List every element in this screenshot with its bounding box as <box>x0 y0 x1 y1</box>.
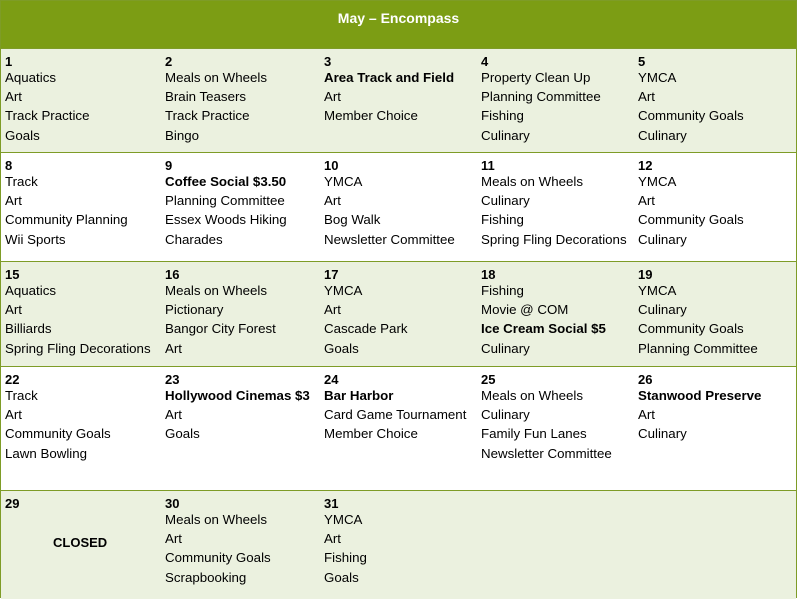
activity-item: Culinary <box>481 407 530 422</box>
day-cell <box>324 367 481 490</box>
activity-item: Aquatics <box>5 70 56 85</box>
activity-item: Lawn Bowling <box>5 446 88 461</box>
day-number: 3 <box>324 54 332 69</box>
activity-item: Art <box>5 89 22 104</box>
day-cell <box>165 491 324 599</box>
activity-item: Community Goals <box>638 108 744 123</box>
day-cell <box>481 49 638 152</box>
activity-item: Community Goals <box>638 321 744 336</box>
day-number: 8 <box>5 158 13 173</box>
week-row <box>1 152 796 261</box>
activity-item: Culinary <box>638 128 687 143</box>
activity-item: Art <box>165 407 182 422</box>
activity-item: Fishing <box>481 108 524 123</box>
activity-item: YMCA <box>638 283 677 298</box>
day-cell <box>5 491 165 599</box>
activity-item: YMCA <box>324 174 363 189</box>
day-number: 9 <box>165 158 173 173</box>
day-cell <box>638 491 798 599</box>
week-row <box>1 490 796 599</box>
activity-item: Fishing <box>481 212 524 227</box>
activity-item: Meals on Wheels <box>481 174 583 189</box>
activity-item: Community Goals <box>638 212 744 227</box>
day-number: 18 <box>481 267 496 282</box>
day-cell <box>5 262 165 366</box>
day-number: 25 <box>481 372 496 387</box>
activity-item: Culinary <box>638 232 687 247</box>
activity-item: Stanwood Preserve <box>638 388 762 403</box>
activity-item: Art <box>5 407 22 422</box>
day-number: 29 <box>5 496 20 511</box>
activity-item: Art <box>638 89 655 104</box>
activity-item: YMCA <box>638 174 677 189</box>
activity-item: Art <box>324 531 341 546</box>
activity-item: Card Game Tournament <box>324 407 467 422</box>
day-cell <box>481 491 638 599</box>
activity-item: Art <box>165 531 182 546</box>
activity-item: Track <box>5 388 38 403</box>
activity-item: Hollywood Cinemas $3 <box>165 388 310 403</box>
activity-item: Ice Cream Social $5 <box>481 321 606 336</box>
activity-item: Bingo <box>165 128 200 143</box>
day-cell <box>165 153 324 261</box>
activity-item: Culinary <box>481 128 530 143</box>
activity-item: Goals <box>165 426 200 441</box>
activity-item: Bangor City Forest <box>165 321 276 336</box>
day-number: 19 <box>638 267 653 282</box>
activity-item: Spring Fling Decorations <box>5 341 151 356</box>
activity-item: Meals on Wheels <box>165 70 267 85</box>
activity-item: Art <box>638 193 655 208</box>
activity-item: Art <box>638 407 655 422</box>
day-number: 1 <box>5 54 13 69</box>
day-number: 16 <box>165 267 180 282</box>
calendar-title: May – Encompass <box>337 10 460 26</box>
day-number: 10 <box>324 158 339 173</box>
title-bar <box>1 1 796 48</box>
activity-item: Family Fun Lanes <box>481 426 587 441</box>
day-cell <box>481 367 638 490</box>
day-cell <box>481 153 638 261</box>
day-cell <box>5 367 165 490</box>
day-number: 22 <box>5 372 20 387</box>
day-cell <box>324 491 481 599</box>
day-number: 17 <box>324 267 339 282</box>
activity-item: Charades <box>165 232 223 247</box>
activity-item: Track <box>5 174 38 189</box>
day-number: 5 <box>638 54 646 69</box>
activity-item: Art <box>165 341 182 356</box>
day-cell <box>638 153 798 261</box>
day-number: 26 <box>638 372 653 387</box>
activity-item: Art <box>324 89 341 104</box>
activity-item: Planning Committee <box>481 89 601 104</box>
activity-item: Art <box>324 302 341 317</box>
day-cell <box>638 262 798 366</box>
activity-item: Member Choice <box>324 108 418 123</box>
activity-item: YMCA <box>324 512 363 527</box>
day-number: 4 <box>481 54 489 69</box>
activity-item: Fishing <box>481 283 524 298</box>
activity-item: Meals on Wheels <box>165 283 267 298</box>
activity-item: Bog Walk <box>324 212 381 227</box>
day-number: 24 <box>324 372 339 387</box>
activity-item: Newsletter Committee <box>481 446 612 461</box>
day-number: 23 <box>165 372 180 387</box>
activity-item: Member Choice <box>324 426 418 441</box>
day-cell <box>324 262 481 366</box>
activity-item: Goals <box>324 570 359 585</box>
activity-item: Culinary <box>481 341 530 356</box>
activity-item: Billiards <box>5 321 52 336</box>
activity-item: Bar Harbor <box>324 388 394 403</box>
week-row <box>1 261 796 366</box>
day-number: 31 <box>324 496 339 511</box>
activity-item: Coffee Social $3.50 <box>165 174 287 189</box>
activity-item: Art <box>324 193 341 208</box>
activity-item: Wii Sports <box>5 232 66 247</box>
day-number: 2 <box>165 54 173 69</box>
day-cell <box>165 49 324 152</box>
activity-item: Movie @ COM <box>481 302 569 317</box>
day-cell <box>324 153 481 261</box>
activity-item: Aquatics <box>5 283 56 298</box>
day-cell <box>638 367 798 490</box>
activity-item: Goals <box>5 128 40 143</box>
activity-item: Meals on Wheels <box>165 512 267 527</box>
day-cell <box>324 49 481 152</box>
activity-item: Track Practice <box>165 108 250 123</box>
day-cell <box>165 262 324 366</box>
activity-item: Planning Committee <box>638 341 758 356</box>
activity-item: Art <box>5 302 22 317</box>
activity-item: Planning Committee <box>165 193 285 208</box>
activity-item: Cascade Park <box>324 321 408 336</box>
activity-item: Meals on Wheels <box>481 388 583 403</box>
activity-item: Brain Teasers <box>165 89 247 104</box>
activity-item: Art <box>5 193 22 208</box>
day-cell <box>5 153 165 261</box>
week-row <box>1 366 796 490</box>
activity-item: Culinary <box>638 426 687 441</box>
day-cell <box>165 367 324 490</box>
activity-item: Scrapbooking <box>165 570 247 585</box>
activity-item: Goals <box>324 341 359 356</box>
activity-item: Community Goals <box>165 550 271 565</box>
activity-item: Newsletter Committee <box>324 232 455 247</box>
day-number: 11 <box>481 158 495 173</box>
activity-item: Culinary <box>481 193 530 208</box>
activity-item: Fishing <box>324 550 367 565</box>
activity-item: Essex Woods Hiking <box>165 212 287 227</box>
day-cell <box>638 49 798 152</box>
activity-item: Area Track and Field <box>324 70 455 85</box>
activity-item: Pictionary <box>165 302 224 317</box>
closed-label: CLOSED <box>53 535 108 550</box>
week-row <box>1 48 796 152</box>
activity-item: Culinary <box>638 302 687 317</box>
activity-item: Track Practice <box>5 108 90 123</box>
day-number: 12 <box>638 158 653 173</box>
activity-item: Spring Fling Decorations <box>481 232 627 247</box>
day-number: 30 <box>165 496 180 511</box>
activity-item: Community Planning <box>5 212 128 227</box>
activity-item: YMCA <box>638 70 677 85</box>
activity-item: Community Goals <box>5 426 111 441</box>
day-number: 15 <box>5 267 20 282</box>
day-cell <box>481 262 638 366</box>
day-cell <box>5 49 165 152</box>
activity-item: YMCA <box>324 283 363 298</box>
activity-item: Property Clean Up <box>481 70 591 85</box>
